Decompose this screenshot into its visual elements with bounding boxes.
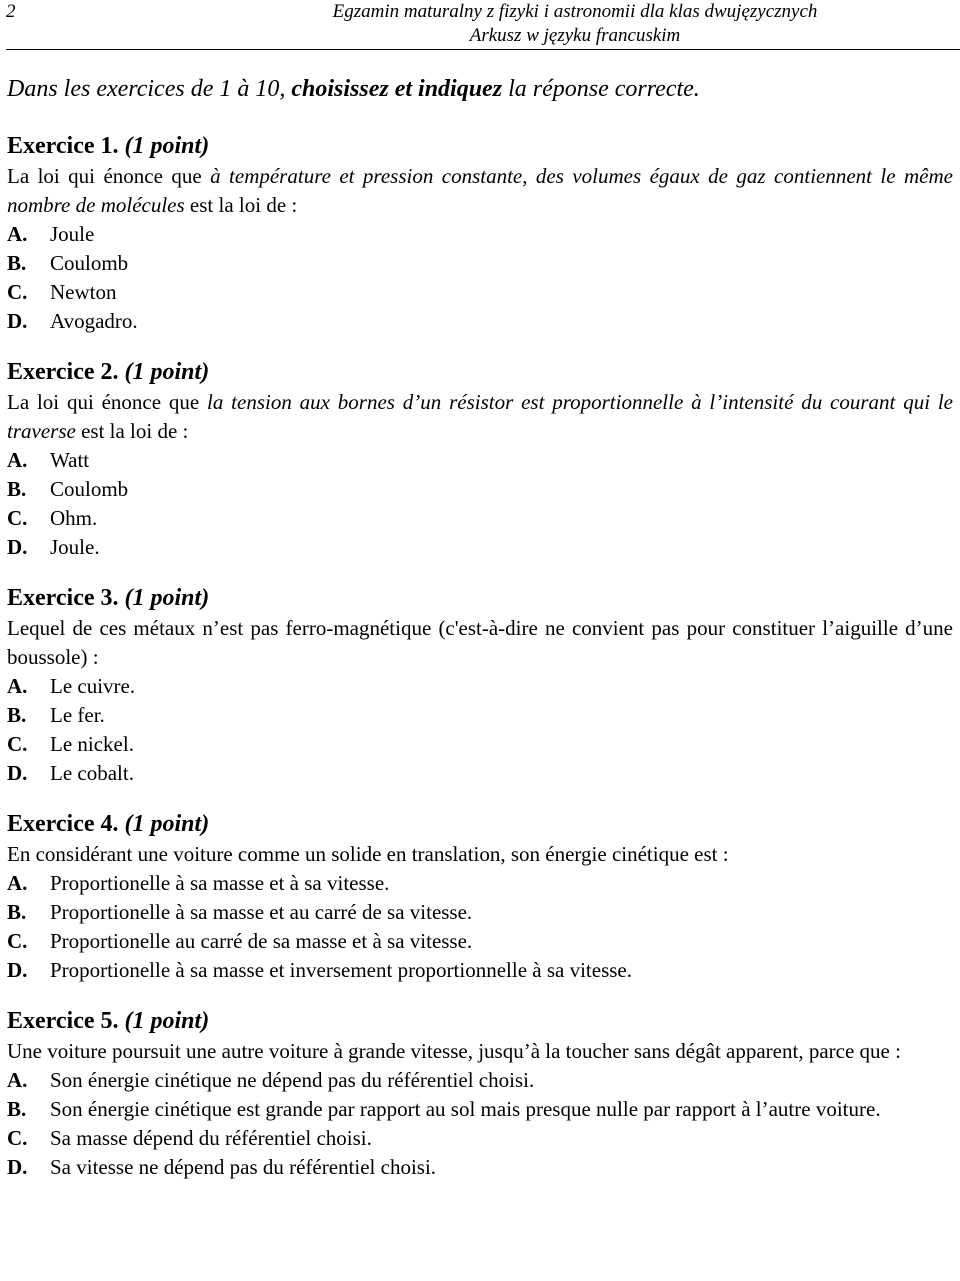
option-letter: C. (7, 732, 28, 756)
exercise-2 (7, 356, 953, 562)
answer-options (7, 869, 953, 985)
answer-options (7, 446, 953, 562)
answer-option-c[interactable] (7, 730, 953, 759)
question-text (7, 1037, 953, 1066)
answer-option-b[interactable] (7, 701, 953, 730)
option-letter: D. (7, 309, 28, 333)
option-letter: A. (7, 1068, 28, 1092)
question-text (7, 388, 953, 446)
question-text-italic: à température et pression constante, des volumes égaux de gaz contiennent le même nombre de molécules (7, 164, 953, 217)
option-text: Le nickel. (50, 732, 134, 756)
option-text: Son énergie cinétique ne dépend pas du référentiel choisi. (50, 1068, 535, 1092)
exercise-points: (1 point) (124, 133, 210, 159)
instructions-text-start: Dans les exercices de 1 à 10, (7, 76, 292, 102)
exercise-3 (7, 582, 953, 788)
option-letter: D. (7, 958, 28, 982)
option-letter: C. (7, 1126, 28, 1150)
option-letter: C. (7, 506, 28, 530)
exercise-title (7, 130, 953, 162)
answer-option-a[interactable] (7, 869, 953, 898)
exercise-title (7, 356, 953, 388)
option-text: Watt (50, 448, 90, 472)
exercise-number: Exercice 1. (7, 133, 119, 159)
option-text: Avogadro. (50, 309, 138, 333)
option-text: Le cuivre. (50, 674, 136, 698)
exercise-points: (1 point) (124, 585, 210, 611)
option-letter: C. (7, 929, 28, 953)
option-letter: A. (7, 674, 28, 698)
exercise-points: (1 point) (124, 811, 210, 837)
exercise-1 (7, 130, 953, 336)
exercise-title (7, 808, 953, 840)
exercise-points: (1 point) (124, 1008, 210, 1034)
question-text-italic: la tension aux bornes d’un résistor est proportionnelle à l’intensité du courant qui le traverse (7, 390, 953, 443)
option-letter: A. (7, 871, 28, 895)
option-letter: B. (7, 1097, 27, 1121)
answer-option-a[interactable] (7, 1066, 953, 1095)
header-divider (6, 49, 960, 50)
option-letter: B. (7, 251, 27, 275)
option-text: Coulomb (50, 251, 129, 275)
option-letter: D. (7, 1155, 28, 1179)
answer-option-d[interactable] (7, 956, 953, 985)
instructions (7, 74, 700, 104)
page-header (200, 0, 950, 48)
answer-option-c[interactable] (7, 504, 953, 533)
answer-option-c[interactable] (7, 1124, 953, 1153)
option-text: Le cobalt. (50, 761, 134, 785)
answer-option-b[interactable] (7, 898, 953, 927)
answer-option-d[interactable] (7, 759, 953, 788)
question-text (7, 614, 953, 672)
answer-option-b[interactable] (7, 249, 953, 278)
exercise-title (7, 582, 953, 614)
answer-options (7, 672, 953, 788)
answer-option-d[interactable] (7, 533, 953, 562)
question-text-start: Une voiture poursuit une autre voiture à grande vitesse, jusqu’à la toucher sans dégât apparent, parce que : (7, 1039, 901, 1063)
question-text-end: est la loi de : (75, 419, 189, 443)
exercise-points: (1 point) (124, 359, 210, 385)
option-text: Le fer. (50, 703, 105, 727)
option-text: Proportionelle à sa masse et au carré de sa vitesse. (50, 900, 473, 924)
question-text-start: La loi qui énonce que (7, 164, 211, 188)
option-text: Son énergie cinétique est grande par rapport au sol mais presque nulle par rapport à l’autre voiture. (50, 1097, 881, 1121)
option-text: Joule. (50, 535, 100, 559)
header-subtitle-line: Arkusz w języku francuskim (469, 25, 681, 46)
option-text: Newton (50, 280, 117, 304)
option-letter: D. (7, 761, 28, 785)
answer-option-d[interactable] (7, 307, 953, 336)
instructions-emphasis: choisissez et indiquez (291, 76, 503, 102)
exercise-number: Exercice 2. (7, 359, 119, 385)
answer-option-a[interactable] (7, 446, 953, 475)
option-letter: A. (7, 222, 28, 246)
exercise-4 (7, 808, 953, 985)
exercise-5 (7, 1005, 953, 1182)
option-text: Sa masse dépend du référentiel choisi. (50, 1126, 372, 1150)
answer-option-b[interactable] (7, 1095, 953, 1124)
answer-options (7, 220, 953, 336)
option-text: Proportionelle à sa masse et inversement proportionnelle à sa vitesse. (50, 958, 633, 982)
answer-option-b[interactable] (7, 475, 953, 504)
exercise-number: Exercice 3. (7, 585, 119, 611)
option-letter: D. (7, 535, 28, 559)
header-title-line: Egzamin maturalny z fizyki i astronomii dla klas dwujęzycznych (332, 1, 818, 22)
option-text: Proportionelle à sa masse et à sa vitesse. (50, 871, 390, 895)
answer-option-c[interactable] (7, 278, 953, 307)
question-text-end: est la loi de : (184, 193, 298, 217)
question-text (7, 840, 953, 869)
instructions-text-end: la réponse correcte. (502, 76, 700, 102)
exercise-number: Exercice 5. (7, 1008, 119, 1034)
question-text-start: En considérant une voiture comme un solide en translation, son énergie cinétique est : (7, 842, 729, 866)
answer-options (7, 1066, 953, 1182)
option-letter: C. (7, 280, 28, 304)
option-text: Proportionelle au carré de sa masse et à sa vitesse. (50, 929, 473, 953)
option-letter: B. (7, 703, 27, 727)
answer-option-d[interactable] (7, 1153, 953, 1182)
question-text-start: Lequel de ces métaux n’est pas ferro-magnétique (c'est-à-dire ne convient pas pour constituer l’aiguille d’une boussole) : (7, 616, 953, 669)
exercise-number: Exercice 4. (7, 811, 119, 837)
page-number: 2 (6, 1, 16, 22)
answer-option-c[interactable] (7, 927, 953, 956)
answer-option-a[interactable] (7, 220, 953, 249)
question-text (7, 162, 953, 220)
option-text: Ohm. (50, 506, 98, 530)
exercise-title (7, 1005, 953, 1037)
option-letter: B. (7, 900, 27, 924)
option-text: Sa vitesse ne dépend pas du référentiel choisi. (50, 1155, 437, 1179)
question-text-start: La loi qui énonce que (7, 390, 208, 414)
option-text: Coulomb (50, 477, 129, 501)
answer-option-a[interactable] (7, 672, 953, 701)
option-letter: B. (7, 477, 27, 501)
option-letter: A. (7, 448, 28, 472)
option-text: Joule (50, 222, 95, 246)
exercise-list (7, 130, 953, 1202)
